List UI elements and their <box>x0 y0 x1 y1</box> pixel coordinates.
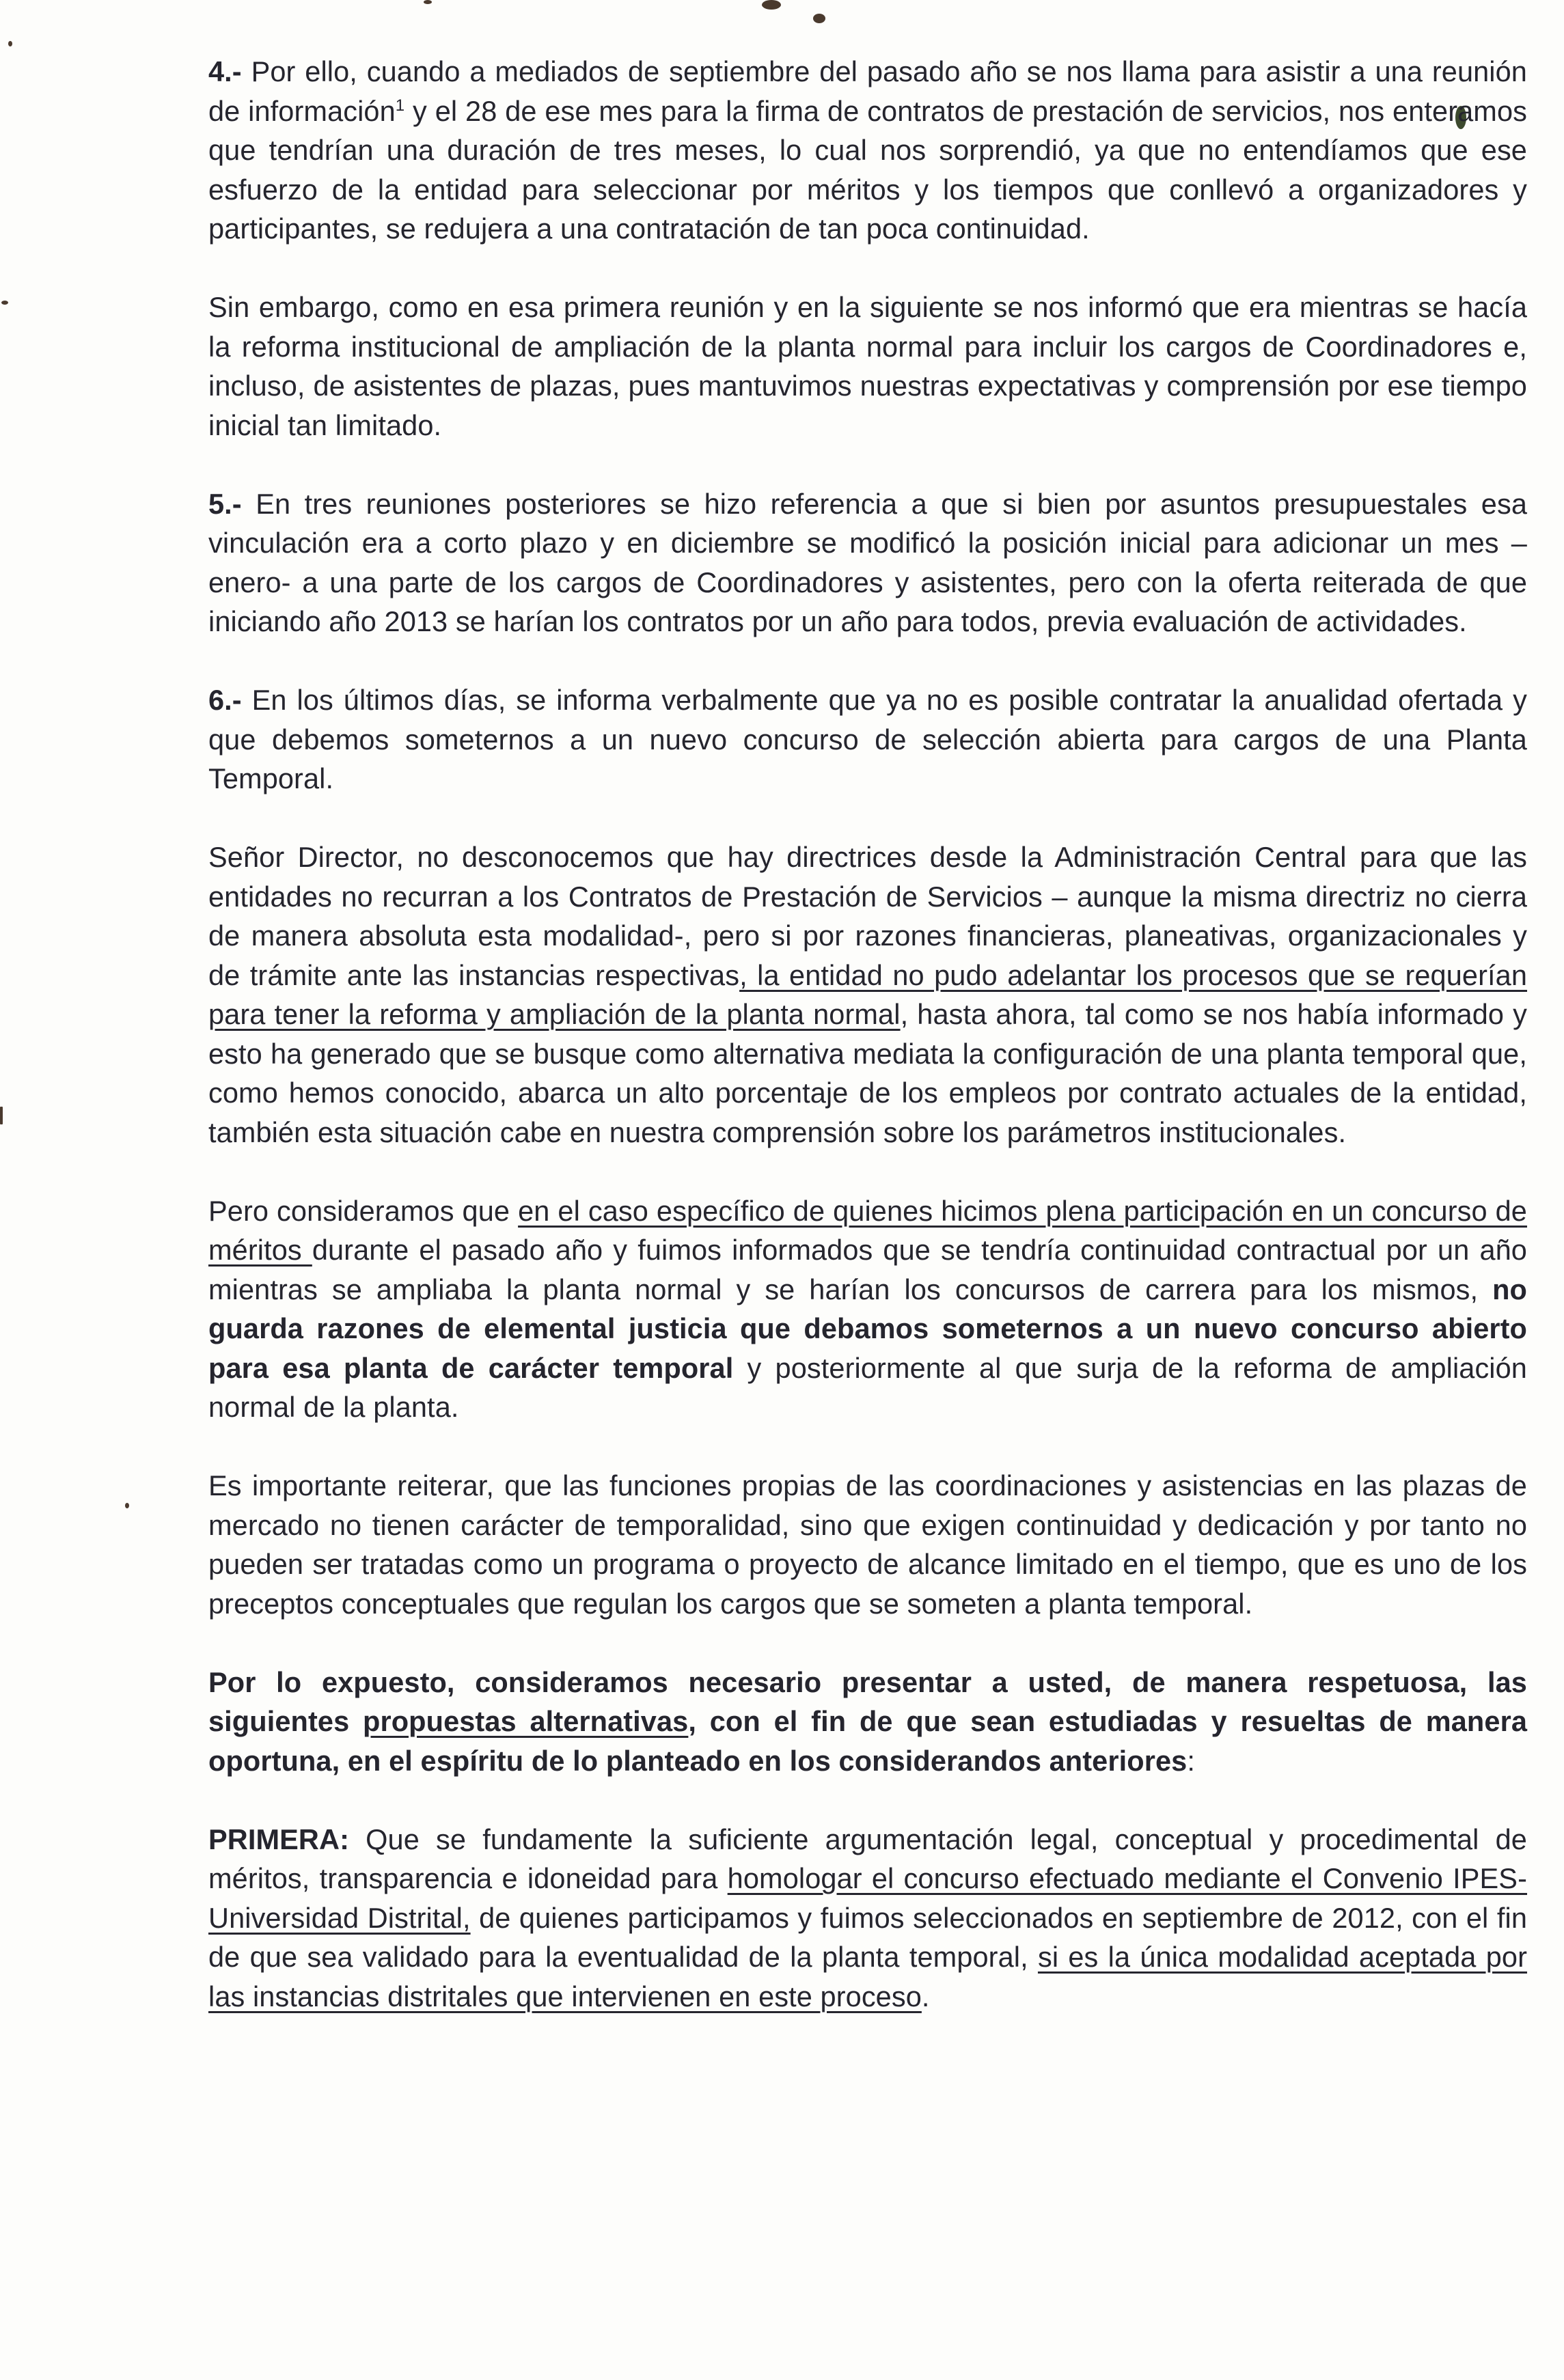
footnote-marker: 1 <box>395 96 405 115</box>
period: . <box>921 1980 930 2012</box>
scan-speck <box>0 1107 3 1124</box>
paragraph-text: Que se fundamente la suficiente argumentación legal, conceptual y procedimental de méritos, transparencia e idoneidad para <box>208 1823 1527 1894</box>
paragraph-4 <box>208 52 1527 249</box>
proposal-label: PRIMERA: <box>208 1823 349 1855</box>
bold-text: , con el fin de que sean estudiadas y resueltas de manera oportuna, en el espíritu de lo planteado en los considerandos anteriores <box>208 1705 1527 1777</box>
paragraph-expuesto <box>208 1663 1527 1781</box>
bold-underlined-text: propuestas alternativas <box>363 1705 689 1737</box>
paragraph-text: y posteriormente al que surja de la reforma de ampliación normal de la planta. <box>208 1351 1527 1423</box>
underlined-text: en el caso específico de quienes hicimos plena participación en un concurso de méritos <box>208 1194 1527 1266</box>
underlined-text: homologar el concurso efectuado mediante el Convenio IPES-Universidad Distrital, <box>208 1862 1527 1934</box>
paragraph-5 <box>208 484 1527 641</box>
scan-speck <box>8 41 12 46</box>
paragraph-text: durante el pasado año y fuimos informados que se tendría continuidad contractual por un año mientras se ampliaba la planta normal y se harían los concursos de carrera para los mismos, <box>208 1234 1527 1305</box>
paragraph-6 <box>208 680 1527 799</box>
paragraph-text: Señor Director, no desconocemos que hay directrices desde la Administración Central para que las entidades no recurran a los Contratos de Prestación de Servicios – aunque la misma directriz no cierra de manera absoluta esta modalidad-, pero si por razones financieras, planeativas, organizacionales y de trámite ante las instancias respectivas <box>208 841 1527 991</box>
paragraph-reiterar: Es importante reiterar, que las funciones propias de las coordinaciones y asistencias en las plazas de mercado no tienen carácter de temporalidad, sino que exigen continuidad y dedicación y por tanto no pueden ser tratadas como un programa o proyecto de alcance limitado en el tiempo, que es uno de los preceptos conceptuales que regulan los cargos que se someten a planta temporal. <box>208 1469 1527 1620</box>
paragraph-text: de quienes participamos y fuimos seleccionados en septiembre de 2012, con el fin de que sea validado para la eventualidad de la planta temporal, <box>208 1901 1527 1973</box>
scan-speck <box>424 0 432 4</box>
paragraph-text: Por ello, cuando a mediados de septiembre del pasado año se nos llama para asistir a una reunión de información <box>208 55 1527 127</box>
paragraph-number: 5.- <box>208 487 242 520</box>
underlined-text: si es la única modalidad aceptada por las instancias distritales que intervienen en este proceso <box>208 1941 1527 2012</box>
paragraph-text: Pero consideramos que <box>208 1194 519 1227</box>
scan-speck <box>762 0 781 10</box>
paragraph-text: En tres reuniones posteriores se hizo referencia a que si bien por asuntos presupuestales esa vinculación era a corto plazo y en diciembre se modificó la posición inicial para adicionar un mes –enero- a una parte de los cargos de Coordinadores y asistentes, pero con la oferta reiterada de que iniciando año 2013 se harían los contratos por un año para todos, previa evaluación de actividades. <box>208 487 1527 637</box>
paragraph-text: , hasta ahora, tal como se nos había informado y esto ha generado que se busque como alternativa mediata la configuración de una planta temporal que, como hemos conocido, abarca un alto porcentaje de los empleos por contrato actuales de la entidad, también esta situación cabe en nuestra comprensión sobre los parámetros institucionales. <box>208 998 1527 1148</box>
paragraph-number: 6.- <box>208 684 242 716</box>
paragraph-consideramos <box>208 1191 1527 1427</box>
scan-speck <box>1 301 8 305</box>
bold-text: no guarda razones de elemental justicia que debamos someternos a un nuevo concurso abierto para esa planta de carácter temporal <box>208 1273 1527 1384</box>
paragraph-text: En los últimos días, se informa verbalmente que ya no es posible contratar la anualidad ofertada y que debemos someternos a un nuevo concurso de selección abierta para cargos de una Planta Temporal. <box>208 684 1527 794</box>
paragraph-number: 4.- <box>208 55 242 87</box>
paragraph-director <box>208 838 1527 1152</box>
scan-speck <box>813 14 825 23</box>
paragraph-text: y el 28 de ese mes para la firma de contratos de prestación de servicios, nos enteramos que tendrían una duración de tres meses, lo cual nos sorprendió, ya que no entendíamos que ese esfuerzo de la entidad para seleccionar por méritos y los tiempos que conllevó a organizadores y participantes, se redujera a una contratación de tan poca continuidad. <box>208 94 1527 245</box>
paragraph-primera <box>208 1820 1527 2017</box>
underlined-text: , la entidad no pudo adelantar los procesos que se requerían para tener la reforma y ampliación de la planta normal <box>208 958 1527 1030</box>
bold-text: Por lo expuesto, consideramos necesario presentar a usted, de manera respetuosa, las siguientes <box>208 1665 1527 1737</box>
scan-speck <box>125 1503 129 1508</box>
document-page <box>208 52 1527 2056</box>
colon: : <box>1187 1744 1195 1777</box>
paragraph-4-continued: Sin embargo, como en esa primera reunión y en la siguiente se nos informó que era mientras se hacía la reforma institucional de ampliación de la planta normal para incluir los cargos de Coordinadores e, incluso, de asistentes de plazas, pues mantuvimos nuestras expectativas y comprensión por ese tiempo inicial tan limitado. <box>208 291 1527 441</box>
